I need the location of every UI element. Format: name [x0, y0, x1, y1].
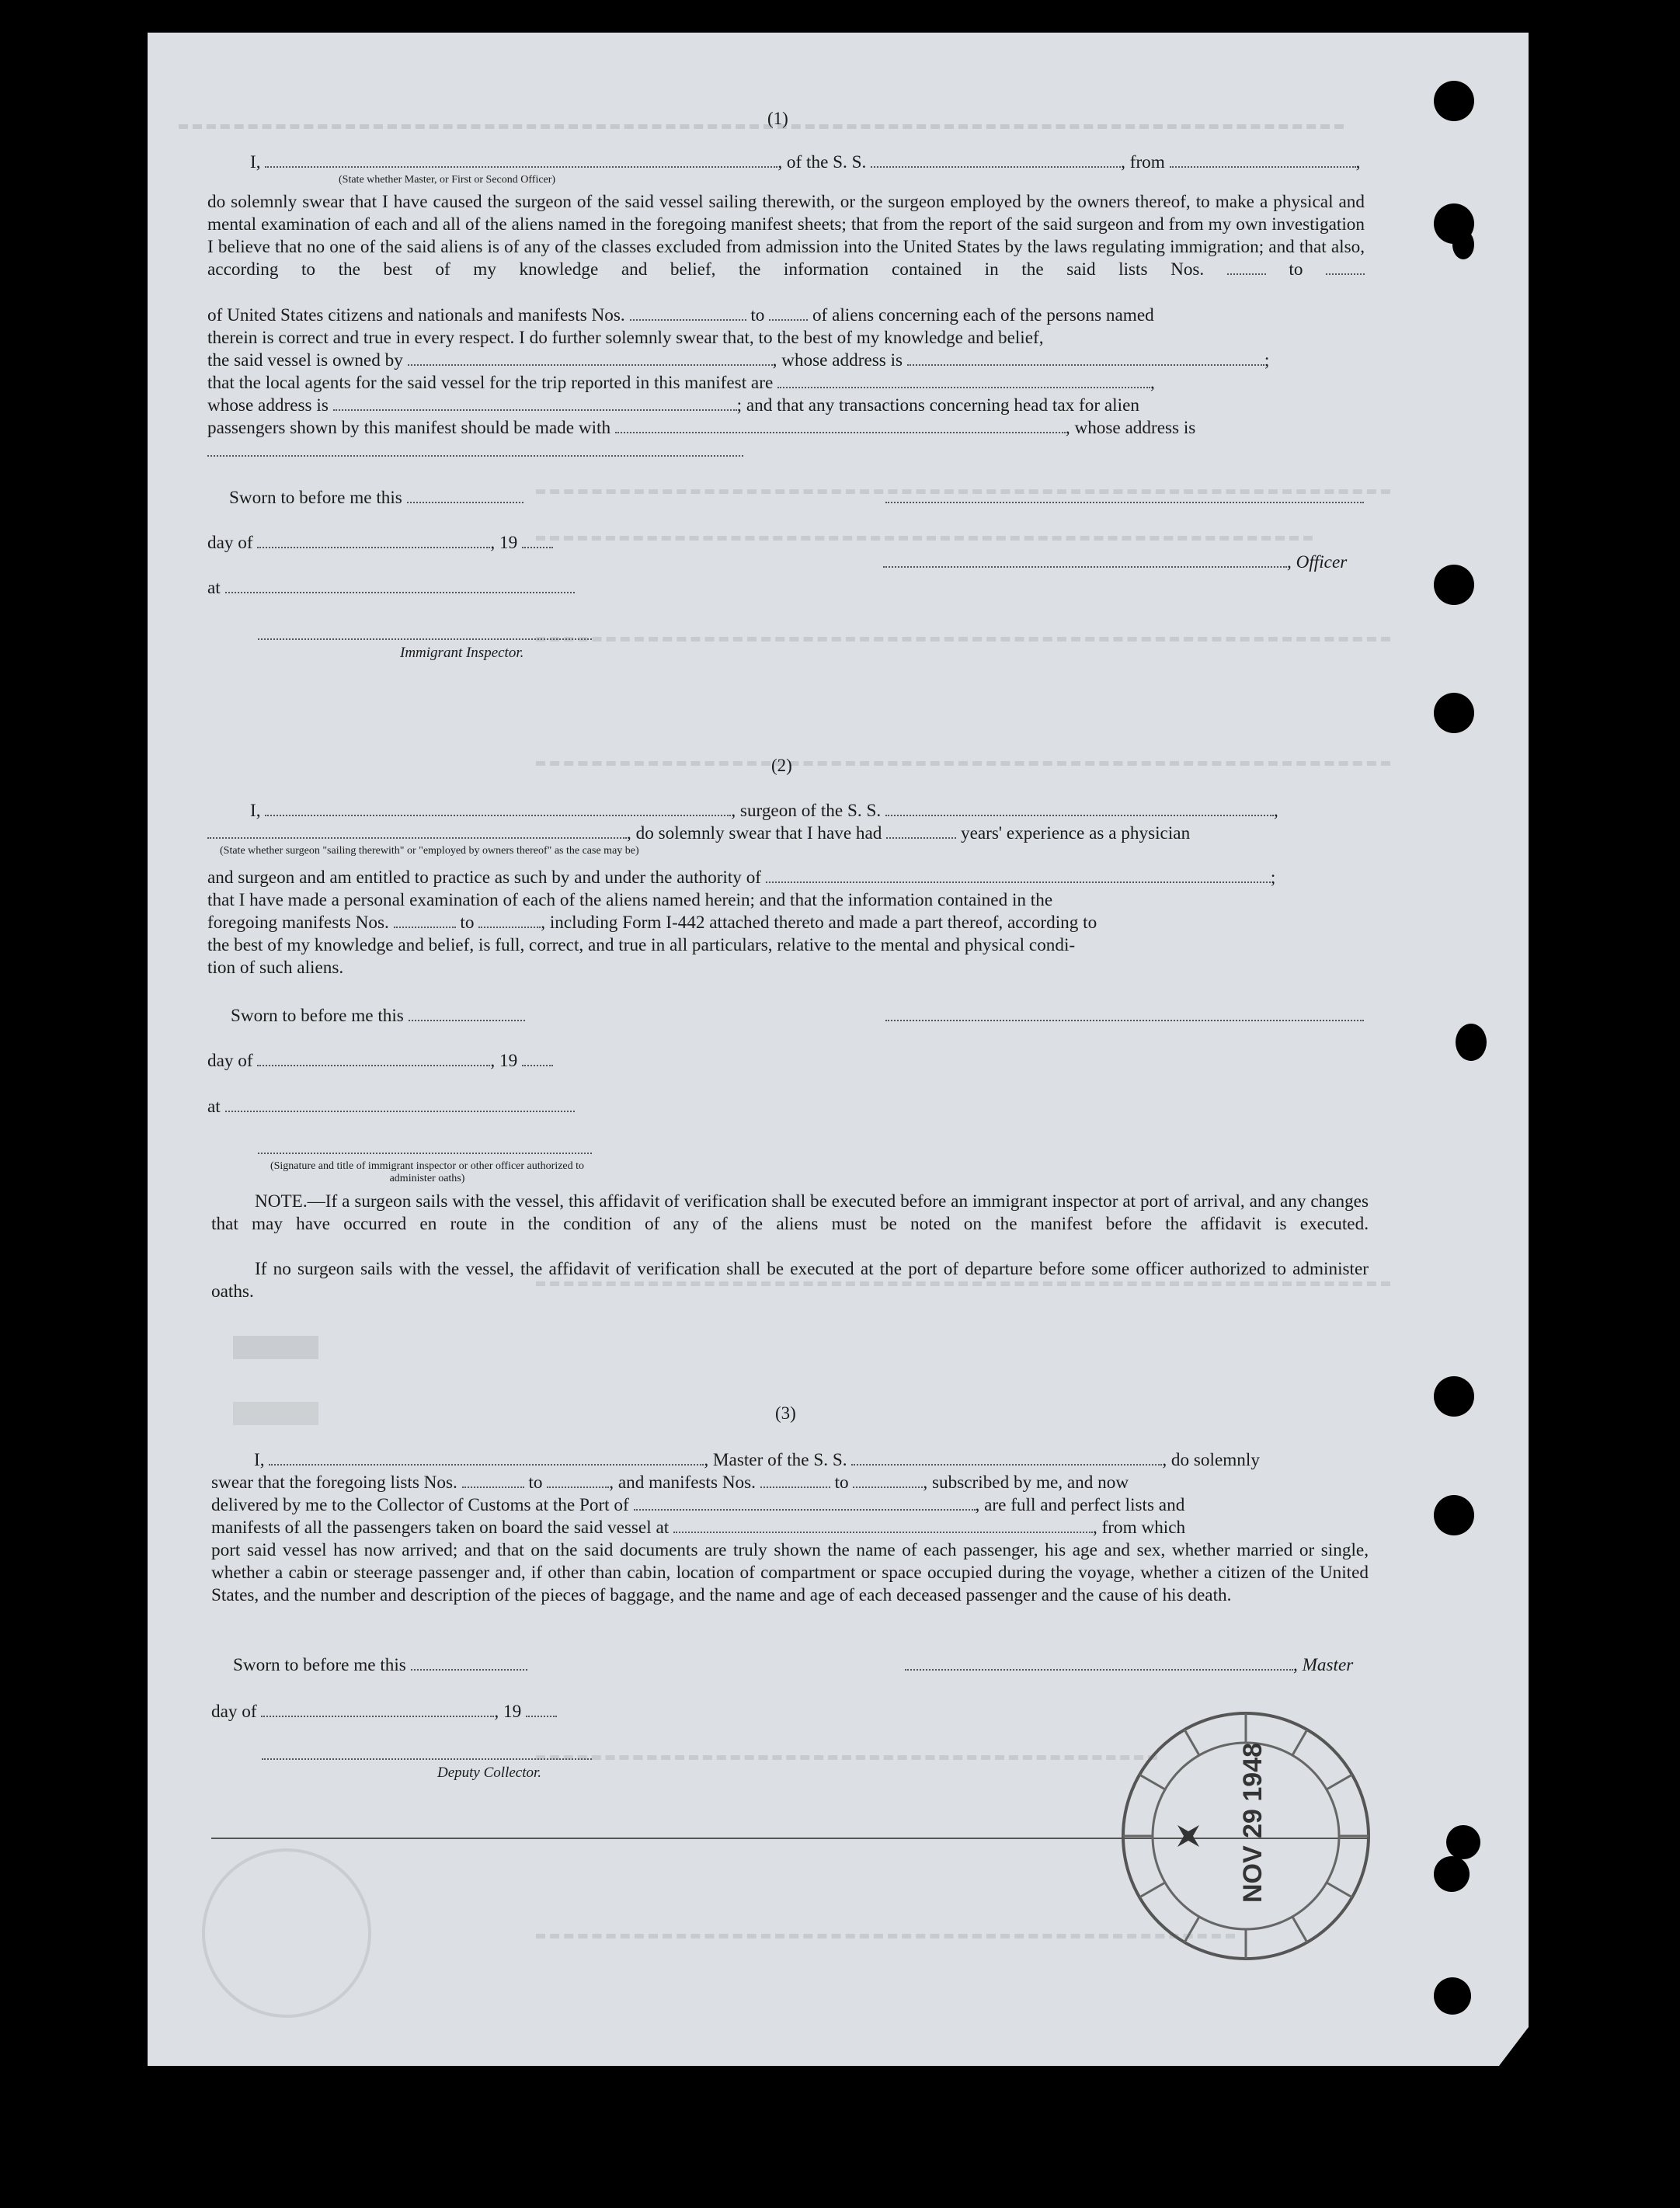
punch-hole: [1456, 1024, 1487, 1061]
port-from-field[interactable]: [1170, 151, 1356, 168]
master-lists-from-field[interactable]: [462, 1472, 524, 1488]
punch-hole: [1434, 693, 1474, 733]
lists-to-field[interactable]: [1326, 259, 1365, 275]
caption-surgeon: (State whether surgeon "sailing therewith" or "employed by owners thereof" as the case may be): [220, 845, 639, 857]
master-manifests-from-field[interactable]: [760, 1472, 830, 1488]
faint-stamp-mark: [233, 1402, 318, 1425]
punch-hole: [1434, 1376, 1474, 1417]
surgeon-status-field[interactable]: [207, 822, 627, 839]
section-1-number: (1): [767, 109, 788, 128]
punch-hole: [1434, 1495, 1474, 1535]
month-field-2[interactable]: [257, 1050, 490, 1066]
years-experience-field[interactable]: [886, 822, 956, 839]
section-1-line-whose: whose address is ; and that any transactions concerning head tax for alien: [207, 395, 1139, 416]
surgeon-name-field[interactable]: [265, 800, 731, 816]
note-paragraph: NOTE.—If a surgeon sails with the vessel, this affidavit of verification shall be executed before an immigrant inspector at port of arrival, and any changes that may have occurred en route in the condition of any of the aliens must be noted on the manifest before the affidavit is executed.: [211, 1191, 1369, 1234]
year-field-3[interactable]: [526, 1701, 557, 1717]
officer-signature-line-2[interactable]: [258, 1153, 592, 1154]
section-3-para: port said vessel has now arrived; and that on the said documents are truly shown the name of each passenger, his age and sex, whether married or single, whether a cabin or steerage passenger and, if other than cabin, location of compartment or space occupied during the voyage, whether a citizen of the United States, and the number and description of the pieces of baggage, and the name and age of each deceased passenger and the cause of his death.: [211, 1540, 1369, 1605]
note-paragraph-2: If no surgeon sails with the vessel, the affidavit of verification shall be executed at the port of departure before some officer authorized to administer oaths.: [211, 1259, 1369, 1302]
section-1-line-passengers: passengers shown by this manifest should be made with , whose address is: [207, 418, 1196, 438]
vessel-name-field[interactable]: [871, 151, 1121, 168]
sworn-3: Sworn to before me this: [233, 1654, 527, 1677]
section-1-line-owned: the said vessel is owned by , whose address is ;: [207, 350, 1270, 370]
officer-signature-field[interactable]: [883, 551, 1287, 568]
torn-corner: [1499, 2027, 1529, 2066]
section-1-line-us: of United States citizens and nationals and manifests Nos. to of aliens concerning each of the persons named: [207, 305, 1154, 325]
caption-deputy-collector: Deputy Collector.: [437, 1765, 542, 1781]
faint-stamp-mark: [233, 1336, 318, 1359]
punch-hole: [1434, 565, 1474, 605]
label-from: , from: [1121, 152, 1165, 172]
head-tax-party-field[interactable]: [615, 417, 1066, 433]
master-name-field[interactable]: [269, 1449, 704, 1466]
section-1-line-agents: that the local agents for the said vessel for the trip reported in this manifest are ,: [207, 373, 1155, 393]
day-of-2: day of , 19: [207, 1050, 553, 1073]
day-of-3: day of , 19: [211, 1701, 557, 1723]
month-field[interactable]: [257, 532, 490, 548]
punch-hole: [1434, 1856, 1470, 1892]
punch-hole: [1434, 81, 1474, 121]
sworn-1: Sworn to before me this: [229, 487, 523, 509]
section-2-line-foregoing: foregoing manifests Nos. to , including Form I-442 attached thereto and made a part thereof, according to: [207, 913, 1097, 933]
surgeon-signature-line[interactable]: [885, 1020, 1364, 1021]
label-of-ss: , of the S. S.: [777, 152, 867, 172]
embarkation-port-field[interactable]: [673, 1517, 1093, 1533]
section-3-line-1: I, , Master of the S. S. , do solemnly: [254, 1450, 1260, 1470]
section-1-para: do solemnly swear that I have caused the surgeon of the said vessel sailing therewith, or the surgeon employed by the owners thereof, to make a physical and mental examination of each and all of the aliens named in the foregoing manifest sheets; that from the report of the said surgeon and from my own investigation I believe that no one of the said aliens is of any of the classes excluded from admission into the United States by the laws regulating immigration; and that also, according to the best of my knowledge and belief, the information contained in the said lists Nos. to: [207, 192, 1365, 280]
sworn-day-field[interactable]: [407, 487, 523, 503]
section-3-line-3: delivered by me to the Collector of Customs at the Port of , are full and perfect lists and: [211, 1495, 1185, 1515]
section-2-line-tion: tion of such aliens.: [207, 958, 344, 978]
master-signature: , Master: [905, 1654, 1353, 1677]
surgeon-manifests-to-field[interactable]: [478, 912, 541, 928]
agents-field[interactable]: [777, 372, 1150, 388]
head-tax-address-field[interactable]: [207, 455, 743, 457]
section-2-number: (2): [771, 756, 792, 775]
label-i: I,: [250, 152, 261, 172]
month-field-3[interactable]: [261, 1701, 494, 1717]
year-field-2[interactable]: [522, 1050, 553, 1066]
section-3-line-2: swear that the foregoing lists Nos. to , and manifests Nos. to , subscribed by me, and now: [211, 1473, 1129, 1493]
master-signature-field[interactable]: [905, 1654, 1293, 1671]
inspector-signature-line[interactable]: [258, 638, 592, 640]
day-of-1: day of , 19: [207, 532, 553, 555]
manifests-to-field[interactable]: [769, 304, 808, 321]
owner-address-field[interactable]: [907, 349, 1264, 366]
place-field[interactable]: [225, 577, 575, 593]
agents-address-field[interactable]: [333, 395, 737, 411]
caption-immigrant-inspector: Immigrant Inspector.: [400, 645, 524, 661]
at-2: at: [207, 1096, 575, 1118]
punch-hole: [1452, 230, 1474, 259]
master-lists-to-field[interactable]: [547, 1472, 609, 1488]
section-2-line-1: I, , surgeon of the S. S. ,: [250, 801, 1278, 821]
year-field[interactable]: [522, 532, 553, 548]
faint-circular-mark: [202, 1848, 371, 2018]
section-3-line-4: manifests of all the passengers taken on board the said vessel at , from which: [211, 1518, 1186, 1538]
date-stamp: [1118, 1709, 1373, 1963]
at-1: at: [207, 577, 575, 600]
stamp-date: NOV 29 1948: [1238, 1742, 1268, 1903]
surgeon-vessel-field[interactable]: [885, 800, 1274, 816]
master-vessel-field[interactable]: [851, 1449, 1162, 1466]
collector-port-field[interactable]: [634, 1494, 976, 1511]
officer-signature-top-line[interactable]: [885, 502, 1364, 503]
sworn-day-field-2[interactable]: [409, 1005, 525, 1021]
star-icon: [1177, 1825, 1199, 1847]
section-1-line-1: I, , of the S. S. , from ,: [250, 152, 1361, 172]
punch-hole: [1434, 1977, 1471, 2015]
sworn-2: Sworn to before me this: [231, 1005, 525, 1028]
caption-signature: (Signature and title of immigrant inspector or other officer authorized to administer oaths): [270, 1160, 585, 1184]
section-2-line-best: the best of my knowledge and belief, is full, correct, and true in all particulars, relative to the mental and physical condi-: [207, 935, 1076, 955]
caption-officer: (State whether Master, or First or Second Officer): [339, 174, 556, 186]
section-3-number: (3): [775, 1403, 796, 1423]
section-1-line-therein: therein is correct and true in every respect. I do further solemnly swear that, to the best of my knowledge and belief,: [207, 328, 1044, 348]
authority-field[interactable]: [766, 867, 1271, 883]
officer-signature: , Officer: [883, 551, 1347, 574]
sworn-day-field-3[interactable]: [411, 1654, 527, 1671]
section-2-line-2: , do solemnly swear that I have had years' experience as a physician: [207, 822, 1190, 845]
lists-from-field[interactable]: [1227, 259, 1266, 275]
officer-name-field[interactable]: [265, 151, 777, 168]
owner-field[interactable]: [408, 349, 773, 366]
place-field-2[interactable]: [225, 1096, 575, 1112]
punch-hole: [1446, 1825, 1480, 1859]
manifests-from-field[interactable]: [630, 304, 746, 321]
master-manifests-to-field[interactable]: [853, 1472, 923, 1488]
section-2-line-practice: and surgeon and am entitled to practice as such by and under the authority of ;: [207, 868, 1276, 888]
section-2-line-personal: that I have made a personal examination of each of the aliens named herein; and that the information contained in the: [207, 890, 1053, 910]
deputy-signature-line[interactable]: [262, 1758, 592, 1760]
surgeon-manifests-from-field[interactable]: [394, 912, 456, 928]
